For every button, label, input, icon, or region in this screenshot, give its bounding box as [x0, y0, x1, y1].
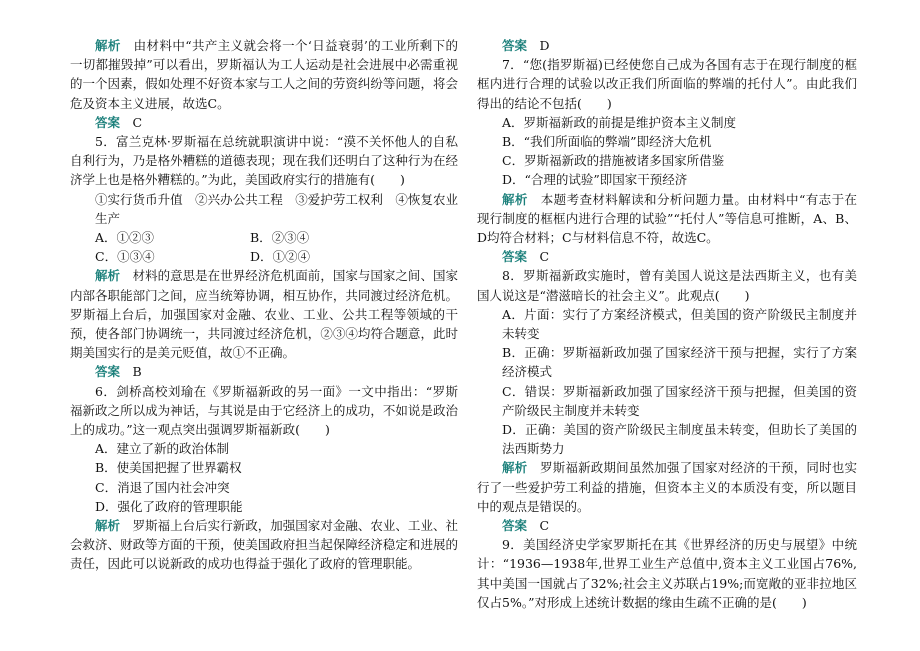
option-b: B．使美国把握了世界霸权	[95, 460, 242, 476]
question-5-items: ①实行货币升值 ②兴办公共工程 ③爱护劳工权利 ④恢复农业生产	[95, 191, 458, 226]
explanation-label: 解析	[95, 38, 121, 53]
option-c: C．错误：罗斯福新政加强了国家经济干预与把握，但美国的资产阶级民主制度并未转变	[502, 383, 857, 418]
option-b: B．正确：罗斯福新政加强了国家经济干预与把握，实行了方案经济模式	[502, 345, 857, 380]
explanation-q4	[70, 36, 458, 113]
question-8-stem: 8．罗斯福新政实施时，曾有美国人说这是法西斯主义，也有美国人说这是“潜滋暗长的社会主义”。此观点( )	[477, 268, 857, 303]
question-6-stem: 6．剑桥高校刘瑜在《罗斯福新政的另一面》一文中指出：“罗斯福新政之所以成为神话，与其说是由于它经济上的成功，不如说是政治上的成功。”这一观点突出强调罗斯福新政( )	[70, 383, 458, 438]
option-c: C．罗斯福新政的措施被诸多国家所借鉴	[502, 153, 725, 169]
question-5-options-row-2	[70, 247, 458, 266]
answer-value: C	[539, 249, 550, 265]
answer-value: B	[132, 364, 142, 380]
option-d: D．强化了政府的管理职能	[95, 498, 243, 514]
answer-q8	[477, 516, 857, 535]
answer-q7	[477, 247, 857, 266]
option-a: A．片面：实行了方案经济模式，但美国的资产阶级民主制度并未转变	[502, 306, 857, 342]
answer-label: 答案	[502, 38, 528, 53]
option-a: A．①②③	[95, 230, 155, 246]
explanation-q6	[70, 516, 458, 574]
answer-label: 答案	[95, 364, 121, 380]
explanation-q8	[477, 458, 857, 516]
option-d: D．①②④	[250, 249, 311, 265]
question-9-stem: 9．美国经济史学家罗斯托在其《世界经济的历史与展望》中统计：“1936—1938年,世界工业生产总值中,资本主义工业国占76%,其中美国一国就占了32%;社会主义苏联占19%;而宽敞的亚非拉地区仅占5%。”对形成上述统计数据的缘由生疏不正确的是( )	[477, 537, 857, 610]
option-c: C．消退了国内社会冲突	[95, 479, 230, 495]
option-a: A．建立了新的政治体制	[95, 441, 230, 457]
answer-value: C	[132, 114, 143, 130]
explanation-text: 罗斯福新政期间虽然加强了国家对经济的干预，同时也实行了一些爱护劳工利益的措施，但资本主义的本质没有变，所以题目中的观点是错误的。	[477, 460, 857, 514]
option-d: D．“合理的试验”即国家干预经济	[502, 172, 688, 188]
answer-value: D	[539, 38, 550, 53]
explanation-q7	[477, 190, 857, 248]
answer-q6	[477, 36, 857, 55]
left-column	[70, 36, 458, 574]
answer-value: C	[539, 518, 550, 534]
question-5-options-row-1	[70, 228, 458, 247]
option-b: B．“我们所面临的弊端”即经济大危机	[502, 134, 712, 150]
explanation-label: 解析	[502, 191, 528, 207]
explanation-text: 材料的意思是在世界经济危机面前，国家与国家之间、国家内部各职能部门之间，应当统筹协调，相互协作，共同渡过经济危机。罗斯福上台后，加强国家对金融、农业、工业、公共工程等领域的干预，使各部门协调统一，共同渡过经济危机，②③④均符合题意，此时期美国实行的是美元贬值，故①不正确。	[70, 268, 458, 361]
explanation-label: 解析	[502, 460, 528, 476]
right-column	[477, 36, 857, 612]
answer-label: 答案	[502, 518, 528, 534]
explanation-q5	[70, 266, 458, 362]
option-c: C．①③④	[95, 249, 155, 265]
answer-label: 答案	[502, 249, 528, 265]
explanation-text: 由材料中“共产主义就会将一个‘日益衰弱’的工业所剩下的一切都摧毁掉”可以看出，罗斯福认为工人运动是社会进展中必需重视的一个因素，假如处理不好资本家与工人之间的劳资纠纷等问题，将会危及资本主义进展，故选C。	[70, 38, 458, 111]
option-b: B．②③④	[250, 230, 310, 246]
answer-q4	[70, 113, 458, 132]
explanation-text: 罗斯福上台后实行新政，加强国家对金融、农业、工业、社会救济、财政等方面的干预，使美国政府担当起保障经济稳定和进展的责任，因此可以说新政的成功也得益于强化了政府的管理职能。	[70, 518, 458, 572]
option-d: D．正确：美国的资产阶级民主制度虽未转变，但助长了美国的法西斯势力	[502, 422, 857, 457]
answer-q5	[70, 362, 458, 381]
question-7-stem: 7．“您(指罗斯福)已经使您自己成为各国有志于在现行制度的框框内进行合理的试验以改正我们所面临的弊端的托付人”。由此我们得出的结论不包括( )	[477, 57, 857, 111]
explanation-text: 本题考查材料解读和分析问题力量。由材料中“有志于在现行制度的框框内进行合理的试验”“托付人”等信息可推断，A、B、D均符合材料；C与材料信息不符，故选C。	[477, 191, 857, 246]
answer-label: 答案	[95, 114, 121, 130]
explanation-label: 解析	[95, 268, 121, 284]
question-5-stem: 5．富兰克林·罗斯福在总统就职演讲中说：“漠不关怀他人的自私自利行为，乃是格外糟糕的道德表现；现在我们还明白了这种行为在经济学上也是格外糟糕的。”为此，美国政府实行的措施有( )	[70, 134, 458, 188]
explanation-label: 解析	[95, 518, 121, 534]
option-a: A．罗斯福新政的前提是维护资本主义制度	[502, 114, 737, 130]
